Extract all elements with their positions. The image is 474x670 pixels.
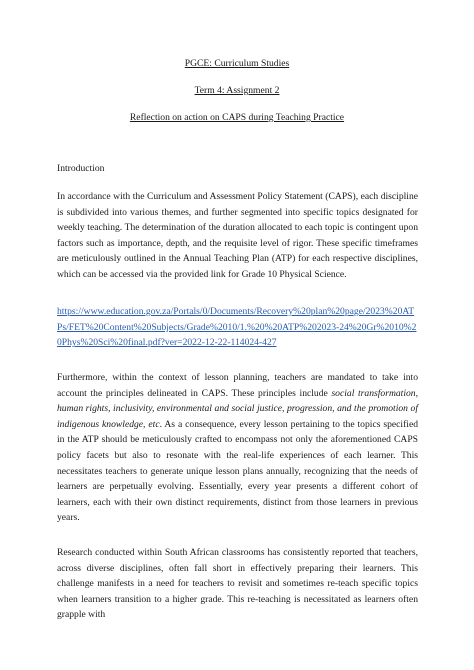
paragraph-3-emphasis: social transformation, human rights, inclusivity, environmental and social justice, progression, and the promotion of indigenous knowledge, etc [57, 387, 418, 430]
paragraph-3 [57, 370, 418, 526]
document-title: Reflection on action on CAPS during Teaching Practice [129, 112, 345, 123]
paragraph-4: Research conducted within South African classrooms has consistently reported that teachers, across diverse disciplines, often fall short in effectively preparing their learners. This challenge manifests in a need for teachers to revisit and sometimes re-teach specific topics when learners transition to a higher grade. This re-teaching is necessitated as learners often grapple with [57, 547, 418, 621]
paragraph-3-part-b: . As a consequence, every lesson pertaining to the topics specified in the ATP should be meticulously crafted to encompass not only the aforementioned CAPS policy facets but also to resonate with the real-life experiences of each learner. This necessitates teachers to generate unique lesson plans annually, recognizing that the needs of learners are perpetually evolving. Essentially, every year presents a different cohort of learners, each with their own distinct requirements, distinct from those learners in previous years. [57, 418, 418, 524]
section-heading-introduction: Introduction [57, 163, 105, 174]
course-heading: PGCE: Curriculum Studies [184, 58, 290, 69]
link-paragraph [57, 304, 418, 351]
atp-link[interactable]: https://www.education.gov.za/Portals/0/Documents/Recovery%20plan%20page/2023%20ATPs/FET%20Content%20Subjects/Grade%2010/1.%20%20ATP%202023-24%20Gr%2010%20Phys%20Sci%20final.pdf?ver=2022-12-22-114024-427 [57, 306, 417, 349]
assignment-heading: Term 4: Assignment 2 [194, 85, 280, 96]
paragraph-3-part-a: Furthermore, within the context of lesson planning, teachers are mandated to take into account the principles delineated in CAPS. These principles include [57, 372, 418, 399]
paragraph-1: In accordance with the Curriculum and Assessment Policy Statement (CAPS), each discipline is subdivided into various themes, and further segmented into specific topics designated for weekly teaching. The determination of the duration allocated to each topic is contingent upon factors such as importance, depth, and the requisite level of rigor. These specific timeframes are meticulously outlined in the Annual Teaching Plan (ATP) for each respective disciplines, which can be accessed via the provided link for Grade 10 Physical Science. [57, 191, 418, 280]
